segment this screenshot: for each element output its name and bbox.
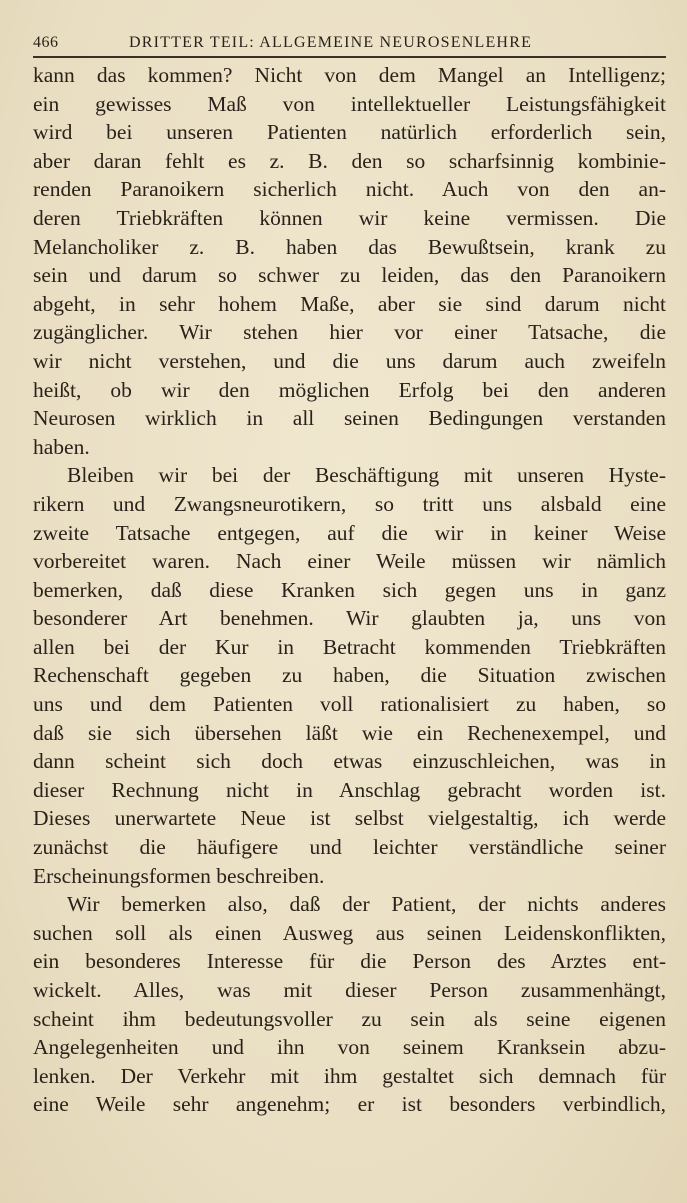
text-line: besonderer Art benehmen. Wir glaubten ja, uns von [33, 606, 666, 631]
text-line: heißt, ob wir den möglichen Erfolg bei den anderen [33, 377, 666, 402]
text-line: zugänglicher. Wir stehen hier vor einer Tatsache, die [33, 320, 666, 345]
text-line: Wir bemerken also, daß der Patient, der nichts anderes [67, 892, 666, 917]
text-line: zunächst die häufigere und leichter verständliche seiner [33, 835, 666, 860]
text-line: rikern und Zwangsneurotikern, so tritt uns alsbald eine [33, 491, 666, 516]
text-line: aber daran fehlt es z. B. den so scharfsinnig kombinie- [33, 148, 666, 173]
text-line: lenken. Der Verkehr mit ihm gestaltet sich demnach für [33, 1063, 666, 1088]
text-line: Angelegenheiten und ihn von seinem Kranksein abzu- [33, 1035, 666, 1060]
text-line: wir nicht verstehen, und die uns darum auch zweifeln [33, 348, 666, 373]
text-line: Bleiben wir bei der Beschäftigung mit unseren Hyste- [67, 463, 666, 488]
text-line: wickelt. Alles, was mit dieser Person zusammenhängt, [33, 978, 666, 1002]
text-line: bemerken, daß diese Kranken sich gegen uns in ganz [33, 577, 666, 602]
text-line: allen bei der Kur in Betracht kommenden Triebkräften [33, 634, 666, 659]
text-line: ein besonderes Interesse für die Person des Arztes ent- [33, 949, 666, 974]
text-line: Dieses unerwartete Neue ist selbst vielgestaltig, ich werde [33, 806, 666, 831]
text-line: dann scheint sich doch etwas einzuschleichen, was in [33, 749, 666, 774]
text-line: wird bei unseren Patienten natürlich erforderlich sein, [33, 120, 666, 145]
text-line: Neurosen wirklich in all seinen Bedingungen verstanden [33, 406, 666, 431]
text-line: abgeht, in sehr hohem Maße, aber sie sind darum nicht [33, 291, 666, 316]
text-line: zweite Tatsache entgegen, auf die wir in keiner Weise [33, 520, 666, 545]
text-line: dieser Rechnung nicht in Anschlag gebracht worden ist. [33, 777, 666, 802]
body-text [33, 61, 666, 1119]
text-line: sein und darum so schwer zu leiden, das den Paranoikern [33, 263, 666, 288]
text-line: ein gewisses Maß von intellektueller Leistungsfähigkeit [33, 91, 666, 116]
text-line: Melancholiker z. B. haben das Bewußtsein, krank zu [33, 234, 666, 259]
text-line: uns und dem Patienten voll rationalisiert zu haben, so [33, 692, 666, 717]
text-line: haben. [33, 434, 90, 459]
text-line: eine Weile sehr angenehm; er ist besonders verbindlich, [33, 1092, 666, 1117]
page-number: 466 [33, 34, 59, 51]
text-line: vorbereitet waren. Nach einer Weile müssen wir nämlich [33, 549, 666, 574]
text-line: suchen soll als einen Ausweg aus seinen Leidenskonflikten, [33, 920, 666, 945]
page-header [33, 34, 666, 58]
text-line: scheint ihm bedeutungsvoller zu sein als seine eigenen [33, 1006, 666, 1031]
text-line: Erscheinungsformen beschreiben. [33, 863, 325, 888]
text-line: Rechenschaft gegeben zu haben, die Situation zwischen [33, 663, 666, 688]
text-line: renden Paranoikern sicherlich nicht. Auch von den an- [33, 177, 666, 202]
text-line: daß sie sich übersehen läßt wie ein Rechenexempel, und [33, 720, 666, 745]
running-head: DRITTER TEIL: ALLGEMEINE NEUROSENLEHRE [129, 34, 533, 51]
text-line: kann das kommen? Nicht von dem Mangel an Intelligenz; [33, 63, 666, 87]
text-line: deren Triebkräften können wir keine vermissen. Die [33, 205, 666, 230]
